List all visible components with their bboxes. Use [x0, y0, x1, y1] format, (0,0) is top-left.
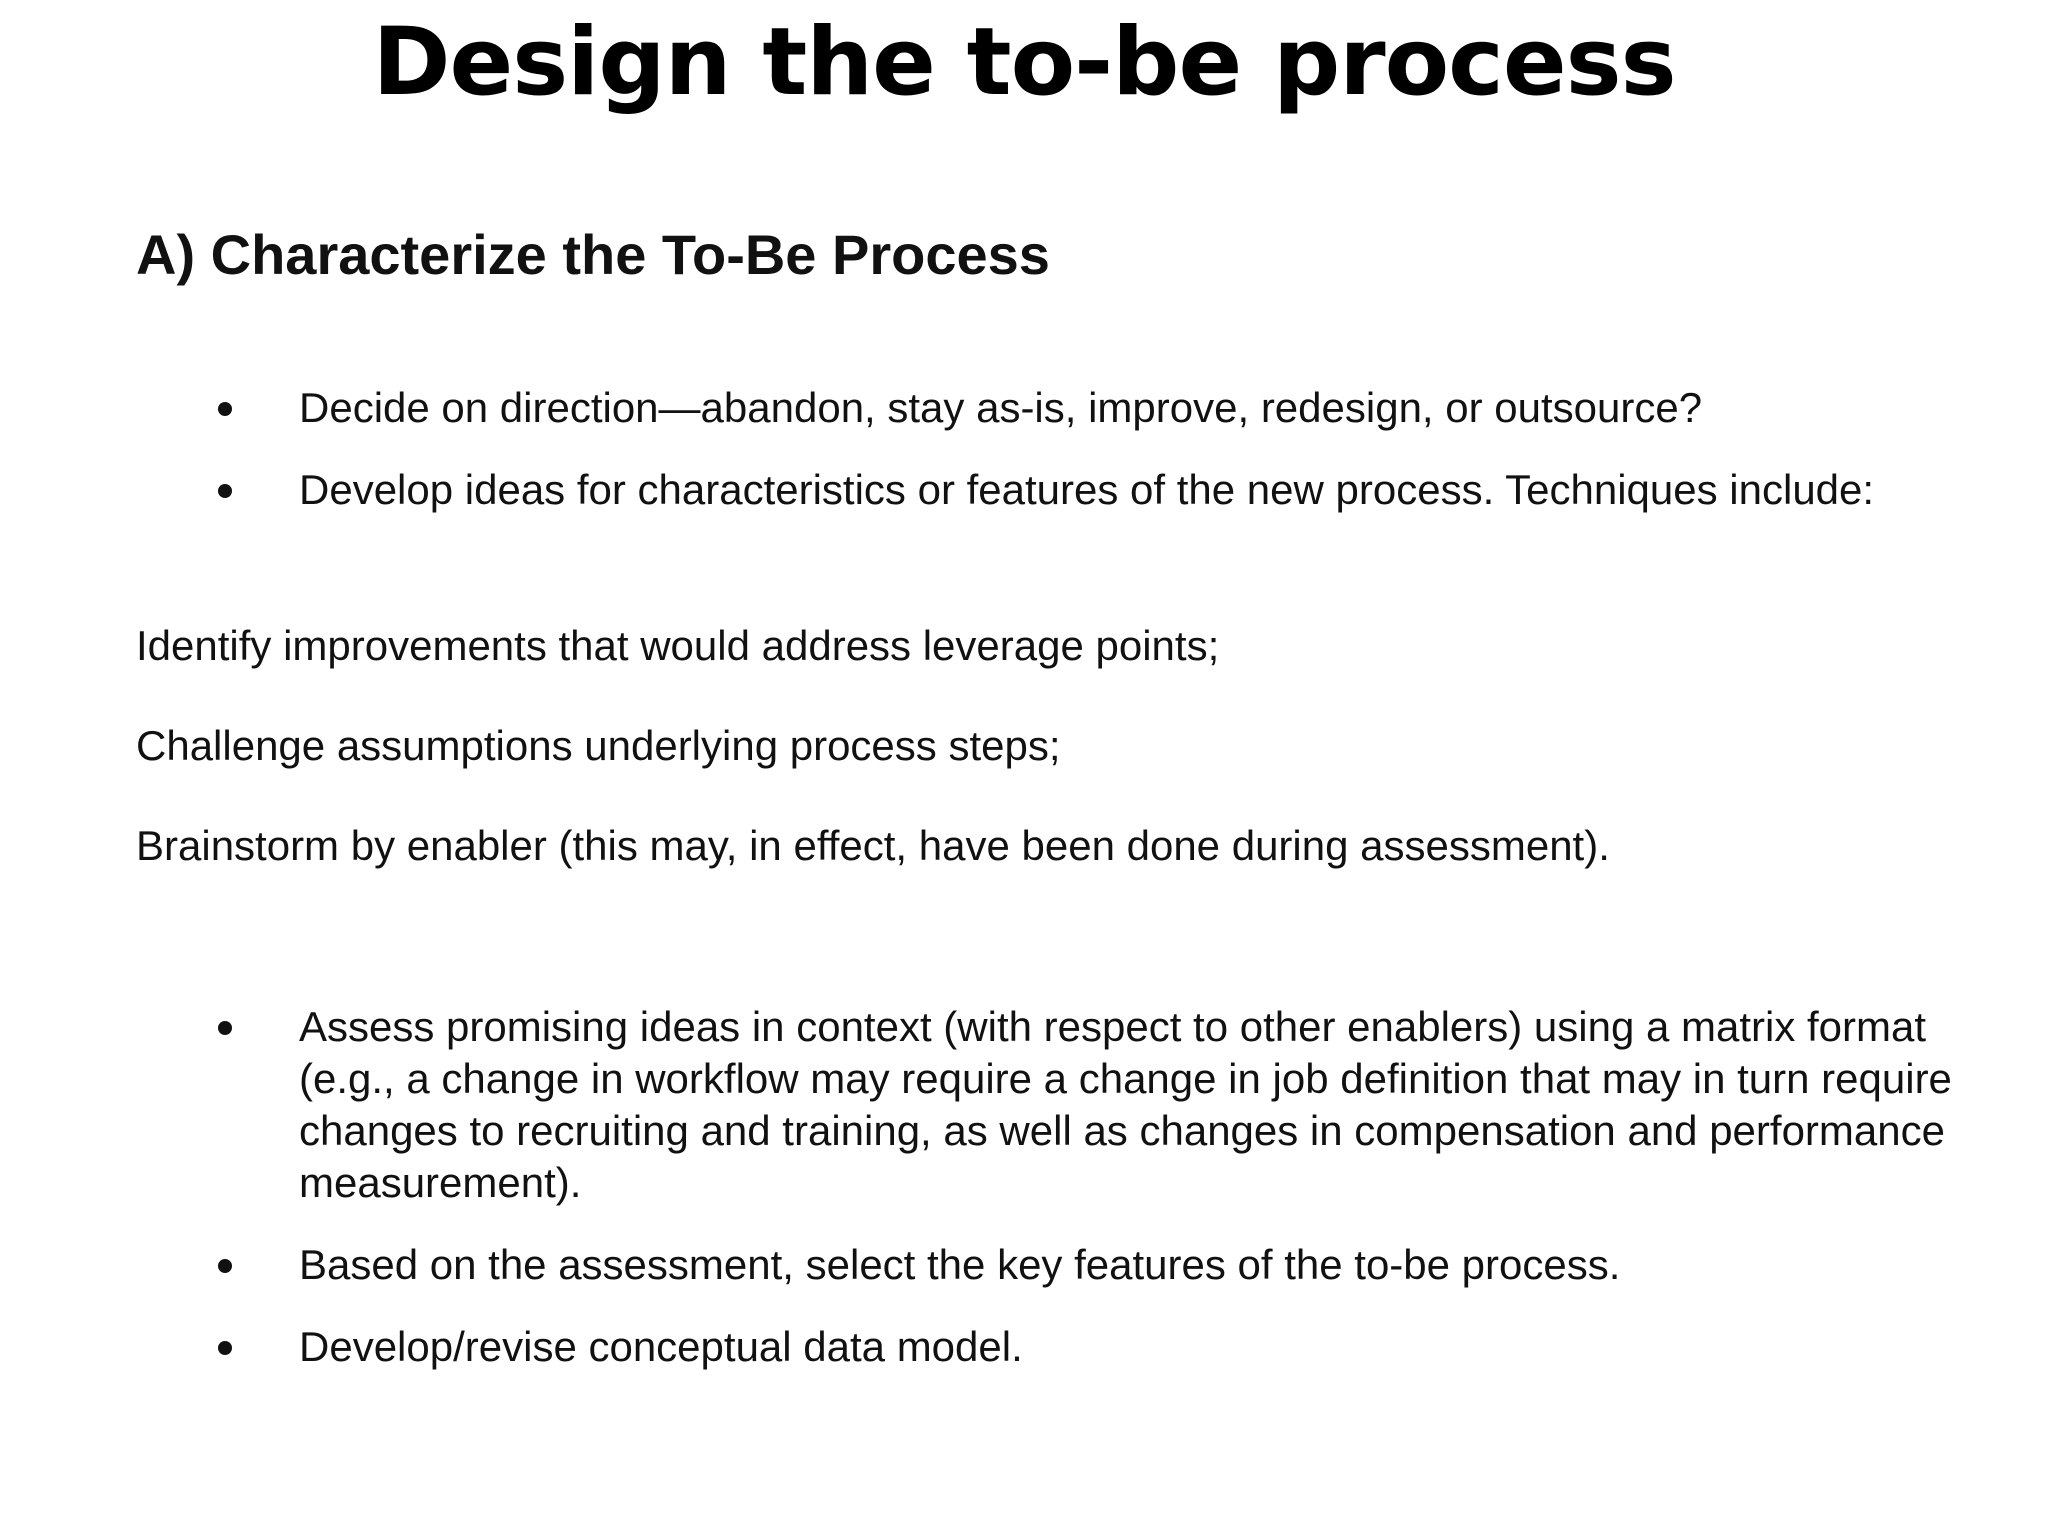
bullet-item-assess-ideas [0, 1001, 2048, 1209]
bullet-text: Decide on direction—abandon, stay as-is, improve, redesign, or outsource? [299, 384, 1703, 431]
bullet-text: Develop ideas for characteristics or features of the new process. Techniques include: [299, 466, 1875, 513]
technique-line: Challenge assumptions underlying process steps; [136, 722, 1061, 769]
technique-line: Brainstorm by enabler (this may, in effect, have been done during assessment). [136, 822, 1610, 869]
bullet-icon [218, 1021, 232, 1035]
bullet-icon [218, 402, 232, 416]
bullet-icon [218, 1259, 232, 1273]
slide-title: Design the to-be process [372, 8, 1676, 117]
bullet-text: Based on the assessment, select the key features of the to-be process. [299, 1241, 1621, 1288]
bullet-icon [218, 484, 232, 498]
bullet-list-bottom [0, 1001, 2048, 1403]
technique-line: Identify improvements that would address leverage points; [136, 622, 1220, 669]
bullet-item-develop-ideas [0, 464, 2048, 516]
section-heading: A) Characterize the To-Be Process [136, 223, 1050, 286]
bullet-list-top [0, 382, 2048, 546]
bullet-item-select-features [0, 1239, 2048, 1291]
bullet-item-data-model [0, 1321, 2048, 1373]
bullet-icon [218, 1341, 232, 1355]
bullet-text: Develop/revise conceptual data model. [299, 1323, 1023, 1370]
bullet-item-direction [0, 382, 2048, 434]
bullet-text: Assess promising ideas in context (with respect to other enablers) using a matrix format (e.g., a change in workflow may require a change in job definition that may in turn require changes to recruiting and training, as well as changes in compensation and performance measurement). [299, 1003, 1952, 1206]
